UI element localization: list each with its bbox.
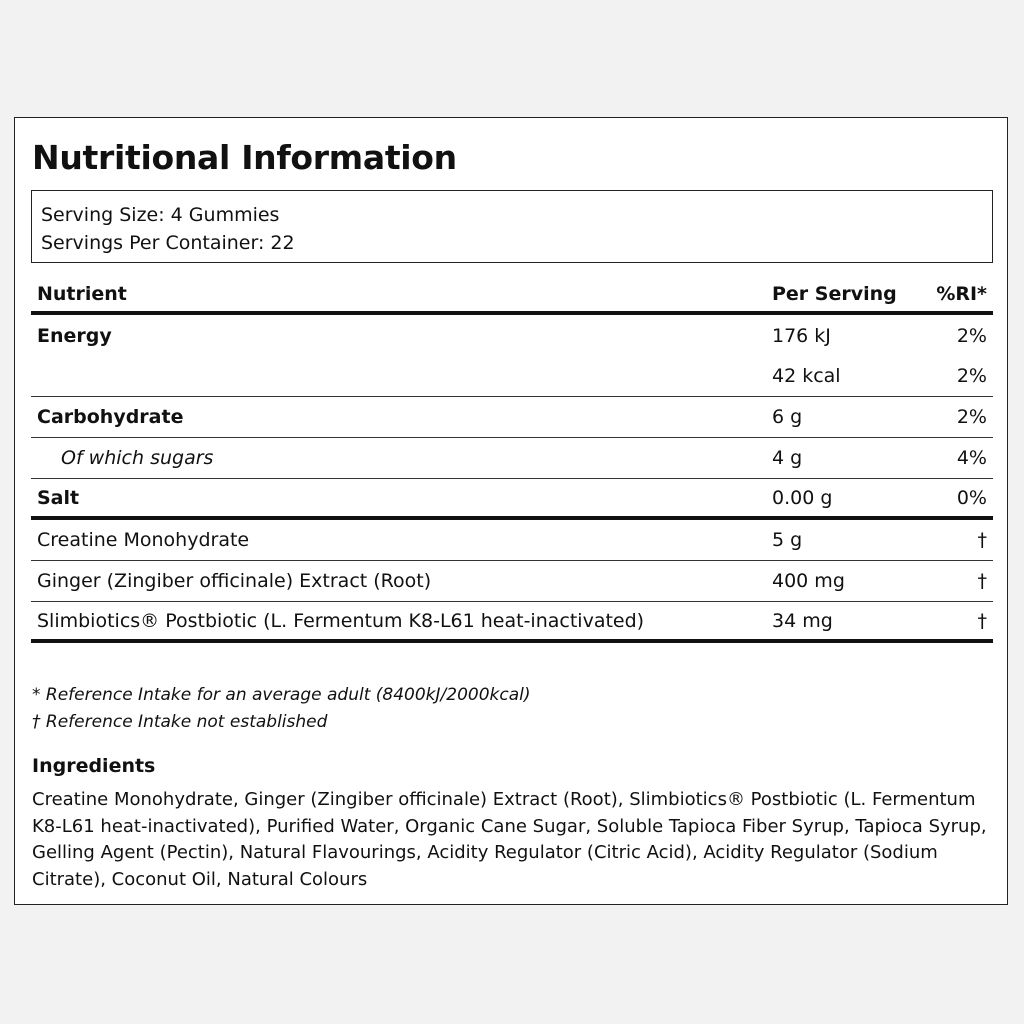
- nutrient-ri: †: [977, 609, 987, 632]
- nutrient-value: 0.00 g: [772, 486, 833, 509]
- nutrient-ri: 0%: [956, 486, 987, 509]
- nutrient-value: 5 g: [772, 529, 803, 551]
- nutrition-table: [31, 277, 993, 643]
- table-row-carbohydrate: [31, 397, 993, 438]
- table-header-row: [31, 277, 993, 315]
- serving-size: Serving Size: 4 Gummies: [41, 204, 280, 226]
- nutrient-value: 400 mg: [772, 570, 845, 592]
- nutrient-name: Ginger (Zingiber officinale) Extract (Root): [37, 570, 432, 592]
- table-row-energy-kj: [31, 315, 993, 356]
- nutrient-name: Creatine Monohydrate: [37, 529, 250, 551]
- nutrient-name: Slimbiotics® Postbiotic (L. Fermentum K8-L61 heat-inactivated): [37, 609, 645, 632]
- nutrient-value: 34 mg: [772, 609, 833, 632]
- serving-info-box: [31, 190, 993, 263]
- nutrition-panel: [14, 117, 1008, 905]
- nutrient-name: Carbohydrate: [37, 406, 184, 428]
- ingredients-heading: Ingredients: [32, 755, 156, 777]
- nutrient-name: Energy: [37, 324, 112, 347]
- nutrient-ri: †: [977, 529, 987, 551]
- nutrient-ri: 2%: [956, 406, 987, 428]
- header-ri: %RI*: [936, 283, 987, 305]
- header-per-serving: Per Serving: [772, 283, 897, 305]
- table-row-energy-kcal: [31, 356, 993, 397]
- table-row-sugars: [31, 438, 993, 479]
- table-row-postbiotic: [31, 602, 993, 643]
- nutrient-value: 42 kcal: [772, 365, 841, 387]
- nutrient-ri: 2%: [956, 365, 987, 387]
- ri-footnote: * Reference Intake for an average adult (8400kJ/2000kcal): [32, 685, 531, 705]
- nutrient-ri: †: [977, 570, 987, 592]
- nutrient-name: Of which sugars: [61, 447, 214, 469]
- nutrient-ri: 4%: [956, 447, 987, 469]
- servings-per-container: Servings Per Container: 22: [41, 232, 295, 254]
- nutrient-value: 4 g: [772, 447, 803, 469]
- table-row-creatine: [31, 520, 993, 561]
- nutrient-ri: 2%: [956, 324, 987, 347]
- footnotes: [32, 682, 531, 736]
- dagger-footnote: † Reference Intake not established: [32, 712, 328, 732]
- ingredients-list: Creatine Monohydrate, Ginger (Zingiber officinale) Extract (Root), Slimbiotics® Postbiotic (L. Fermentum K8-L61 heat-inactivated), Purified Water, Organic Cane Sugar, Soluble Tapioca Fiber Syrup, Tapioca Syrup, Gelling Agent (Pectin), Natural Flavourings, Acidity Regulator (Citric Acid), Acidity Regulator (Sodium Citrate), Coconut Oil, Natural Colours: [32, 789, 987, 890]
- nutrient-value: 176 kJ: [772, 324, 831, 347]
- table-row-ginger: [31, 561, 993, 602]
- panel-title: Nutritional Information: [32, 138, 457, 177]
- header-nutrient: Nutrient: [37, 283, 127, 305]
- nutrient-name: Salt: [37, 486, 80, 509]
- nutrient-value: 6 g: [772, 406, 803, 428]
- table-row-salt: [31, 479, 993, 520]
